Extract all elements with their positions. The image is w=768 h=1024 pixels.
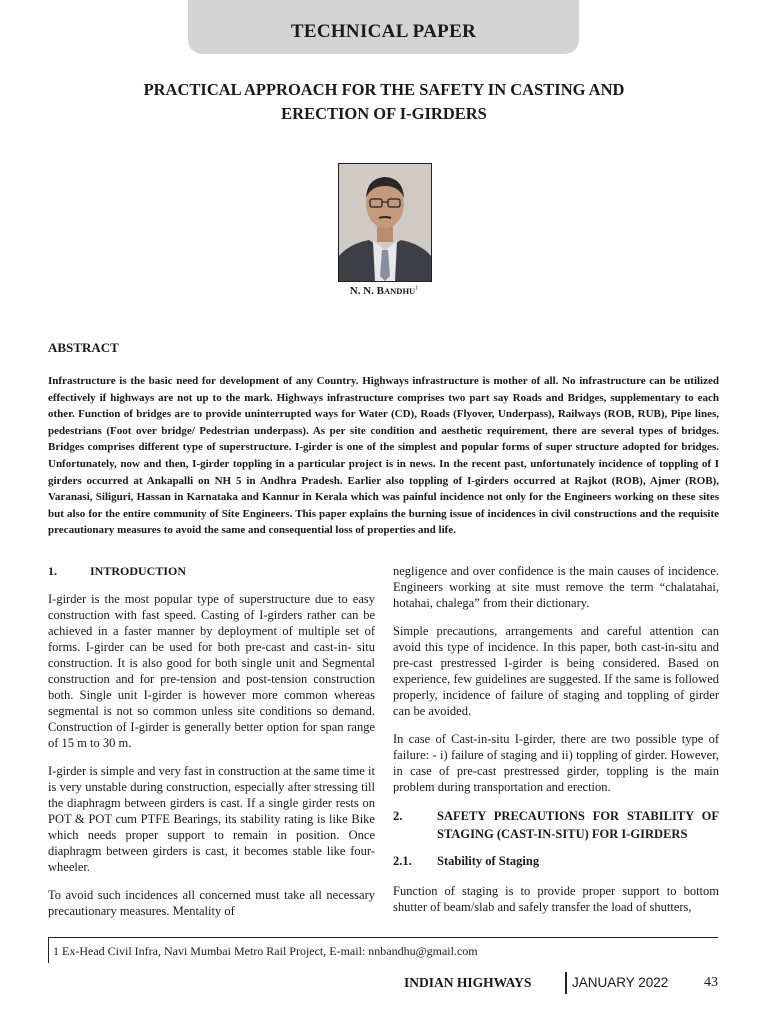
left-column	[48, 563, 375, 931]
paragraph: I-girder is the most popular type of superstructure due to easy construction with fast speed. Casting of I-girders rather can be achieved in a faster manner by deployment of multiple set of forms. I-girder can be used for both pre-cast and cast-in- situ construction. It is also good for both single unit and Segmental construction and for pre-tension and post-tension construction both. Single unit I-girder is however more common whereas segmental is not so common unless site conditions so demand. Construction of I-girder is generally better option for span range of 15 m to 30 m.	[48, 592, 375, 750]
author-photo	[338, 163, 432, 282]
paragraph: Function of staging is to provide proper support to bottom shutter of beam/slab and safely transfer the load of shutters,	[393, 884, 719, 914]
section-1-title: INTRODUCTION	[90, 564, 187, 578]
section-tag: TECHNICAL PAPER	[188, 0, 579, 54]
journal-name: INDIAN HIGHWAYS	[404, 975, 532, 990]
title-line-2: ERECTION OF I-GIRDERS	[281, 104, 487, 123]
author-initials: N. N. B	[349, 285, 385, 297]
paper-title	[60, 78, 708, 126]
author-surname-rest: ANDHU	[384, 286, 416, 296]
section-1-number: 1.	[48, 564, 57, 578]
paragraph: I-girder is simple and very fast in construction at the same time it is very unstable during construction, especially after stressing till the diaphragm between girders is cast. If a single girder rests on POT & POT cum PTFE Bearings, its stability rating is like Bike which needs proper support to remain in position. Once diaphragm between girders is cast, it becomes stable like four-wheeler.	[48, 764, 375, 874]
abstract-text: Infrastructure is the basic need for development of any Country. Highways infrastructure is mother of all. No infrastructure can be utilized effectively if highways are not up to the mark. Highways infrastructure comprises two part say Roads and Bridges, supplementary to each other. Function of bridges are to provide uninterrupted ways for Water (CD), Roads (Flyover, Underpass), Railways (ROB, RUB), Pipe lines, pedestrians (Foot over bridge/ Pedestrian underpass). As per site condition and aesthetic requirement, there are several types of bridges. Bridges comprises different type of superstructure. I-girder is one of the simplest and popular forms of super structure adopted for bridges. Unfortunately, now and then, I-girder toppling in a particular project is in news. In the recent past, unfortunately incidence of toppling of I girders occurred at Ankapalli on NH 5 in Andhra Pradesh. Earlier also toppling of I-girders occurred at Rajkot (ROB), Ajmer (ROB), Varanasi, Siliguri, Hassan in Karnataka and Kannur in Kerala which was painful incidence not only for the Engineers working on these sites but also for the entire community of Site Engineers. This paper explains the burning issue of incidences in civil constructions and the requisite precautionary measures to avoid the same and consequential loss of properties and life.	[48, 375, 719, 537]
author-footnote-marker: 1	[415, 285, 419, 292]
subsection-2-1-title: Stability of Staging	[437, 854, 540, 868]
paragraph: negligence and over confidence is the main causes of incidence. Engineers working at site must remove the term “chalatahai, hotahai, chalega” from their dictionary.	[393, 564, 719, 610]
page-number: 43	[704, 975, 718, 990]
paragraph: In case of Cast-in-situ I-girder, there are two possible type of failure: - i) failure of staging and ii) toppling of girder. However, in case of pre-cast prestressed girder, toppling is the main problem during transportation and erection.	[393, 732, 719, 794]
author-footnote: 1 Ex-Head Civil Infra, Navi Mumbai Metro Rail Project, E-mail: nnbandhu@gmail.com	[48, 937, 718, 963]
paragraph: To avoid such incidences all concerned must take all necessary precautionary measures. Mentality of	[48, 888, 375, 918]
section-2-number: 2.	[393, 809, 403, 823]
author-name	[0, 285, 768, 297]
section-2-heading	[393, 807, 719, 843]
subsection-2-1-heading	[393, 853, 719, 869]
abstract-heading: ABSTRACT	[48, 340, 119, 355]
issue-month: JANUARY 2022	[572, 975, 669, 990]
subsection-2-1-number: 2.1.	[393, 854, 412, 868]
section-2-title: SAFETY PRECAUTIONS FOR STABILITY OF STAGING (CAST-IN-SITU) FOR I-GIRDERS	[437, 809, 719, 841]
title-line-1: PRACTICAL APPROACH FOR THE SAFETY IN CASTING AND	[143, 80, 625, 99]
author-portrait-image	[339, 164, 431, 281]
paragraph: Simple precautions, arrangements and careful attention can avoid this type of incidence. In this paper, both cast-in-situ and pre-cast prestressed I-girder is being considered. Based on experience, few guidelines are suggested. If the same is followed properly, incidence of failure of staging and toppling of girder can be avoided.	[393, 624, 719, 718]
right-column	[393, 563, 719, 927]
section-1-heading	[48, 563, 375, 579]
footer-divider	[565, 972, 567, 994]
